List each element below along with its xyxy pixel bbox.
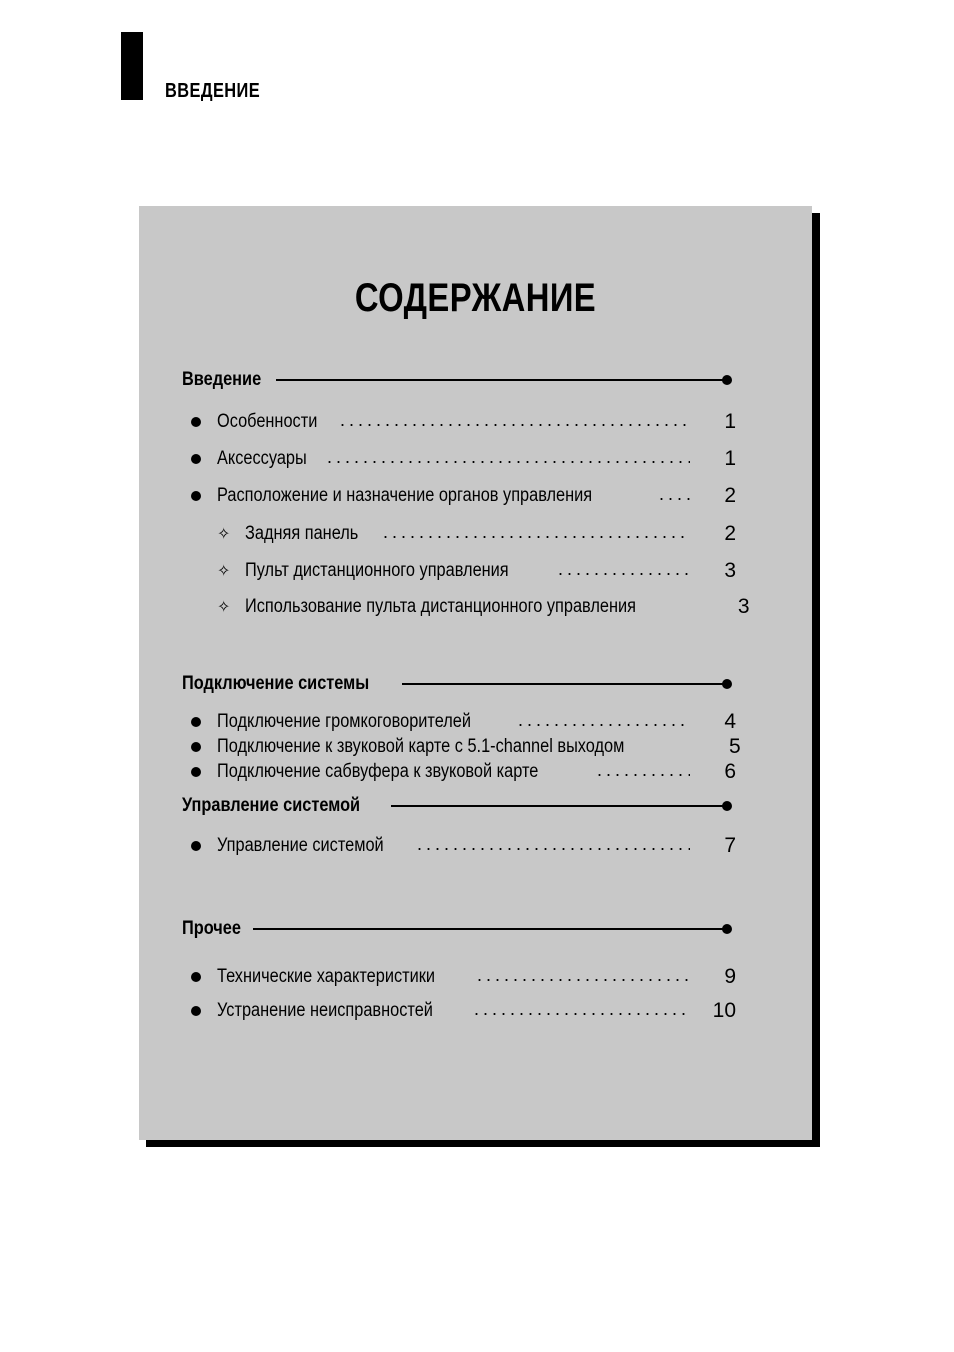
entry-page: 2 — [724, 522, 736, 545]
toc-entry[interactable] — [191, 709, 736, 735]
toc-entry[interactable] — [191, 998, 736, 1024]
entry-title: Подключение к звуковой карте с 5.1-channel выходом — [217, 736, 625, 757]
bullet-icon — [191, 742, 201, 752]
bullet-icon — [191, 454, 201, 464]
dot-leader — [338, 424, 690, 426]
toc-group-heading[interactable] — [182, 368, 732, 392]
toc-group-heading[interactable] — [182, 672, 732, 696]
toc-subentry[interactable] — [217, 558, 736, 584]
dot-leader — [556, 573, 690, 575]
entry-page: 5 — [729, 735, 741, 758]
toc-group-heading[interactable] — [182, 917, 732, 941]
rule-line — [402, 683, 724, 685]
entry-title: Пульт дистанционного управления — [245, 560, 509, 581]
bullet-icon — [191, 767, 201, 777]
group-label: Управление системой — [182, 795, 361, 816]
entry-page: 3 — [737, 595, 750, 618]
diamond-icon: ✧ — [217, 524, 231, 543]
diamond-icon: ✧ — [217, 597, 231, 616]
rule-line — [253, 928, 724, 930]
toc-group-heading[interactable] — [182, 794, 732, 818]
rule-end-dot-icon — [722, 924, 732, 934]
bullet-icon — [191, 1006, 201, 1016]
entry-title: Управление системой — [217, 835, 384, 856]
dot-leader — [472, 1013, 690, 1015]
dot-leader — [595, 774, 690, 776]
entry-page: 10 — [712, 999, 736, 1022]
bullet-icon — [191, 417, 201, 427]
entry-page: 1 — [724, 410, 736, 433]
toc-panel — [139, 206, 812, 1140]
rule-line — [391, 805, 724, 807]
entry-page: 3 — [724, 559, 736, 582]
entry-page: 6 — [724, 760, 736, 783]
entry-title: Использование пульта дистанционного управления — [245, 596, 636, 617]
rule-line — [276, 379, 724, 381]
entry-page: 1 — [724, 447, 736, 470]
toc-title: СОДЕРЖАНИЕ — [354, 276, 597, 320]
toc-subentry[interactable] — [217, 521, 736, 547]
diamond-icon: ✧ — [217, 561, 231, 580]
entry-title: Задняя панель — [245, 523, 359, 544]
entry-page: 4 — [724, 710, 736, 733]
toc-entry[interactable] — [191, 833, 736, 859]
section-marker-bar — [121, 32, 143, 100]
rule-end-dot-icon — [722, 679, 732, 689]
dot-leader — [325, 461, 690, 463]
dot-leader — [415, 848, 690, 850]
toc-entry[interactable] — [191, 734, 741, 760]
entry-title: Подключение громкоговорителей — [217, 711, 472, 732]
section-header: ВВЕДЕНИЕ — [165, 80, 261, 102]
entry-page: 2 — [724, 484, 736, 507]
bullet-icon — [191, 972, 201, 982]
bullet-icon — [191, 717, 201, 727]
entry-title: Особенности — [217, 411, 318, 432]
bullet-icon — [191, 841, 201, 851]
bullet-icon — [191, 491, 201, 501]
entry-title: Устранение неисправностей — [217, 1000, 433, 1021]
entry-title: Расположение и назначение органов управления — [217, 485, 593, 506]
group-label: Введение — [182, 369, 262, 390]
group-label: Подключение системы — [182, 673, 370, 694]
entry-title: Технические характеристики — [217, 966, 436, 987]
rule-end-dot-icon — [722, 375, 732, 385]
entry-title: Аксессуары — [217, 448, 307, 469]
toc-entry[interactable] — [191, 483, 736, 509]
entry-page: 9 — [724, 965, 736, 988]
toc-entry[interactable] — [191, 759, 736, 785]
dot-leader — [475, 979, 690, 981]
toc-entry[interactable] — [191, 964, 736, 990]
dot-leader — [657, 498, 690, 500]
dot-leader — [516, 724, 690, 726]
dot-leader — [381, 536, 690, 538]
entry-page: 7 — [724, 834, 736, 857]
toc-entry[interactable] — [191, 409, 736, 435]
toc-subentry[interactable] — [217, 594, 750, 620]
group-label: Прочее — [182, 918, 241, 939]
toc-entry[interactable] — [191, 446, 736, 472]
entry-title: Подключение сабвуфера к звуковой карте — [217, 761, 539, 782]
rule-end-dot-icon — [722, 801, 732, 811]
